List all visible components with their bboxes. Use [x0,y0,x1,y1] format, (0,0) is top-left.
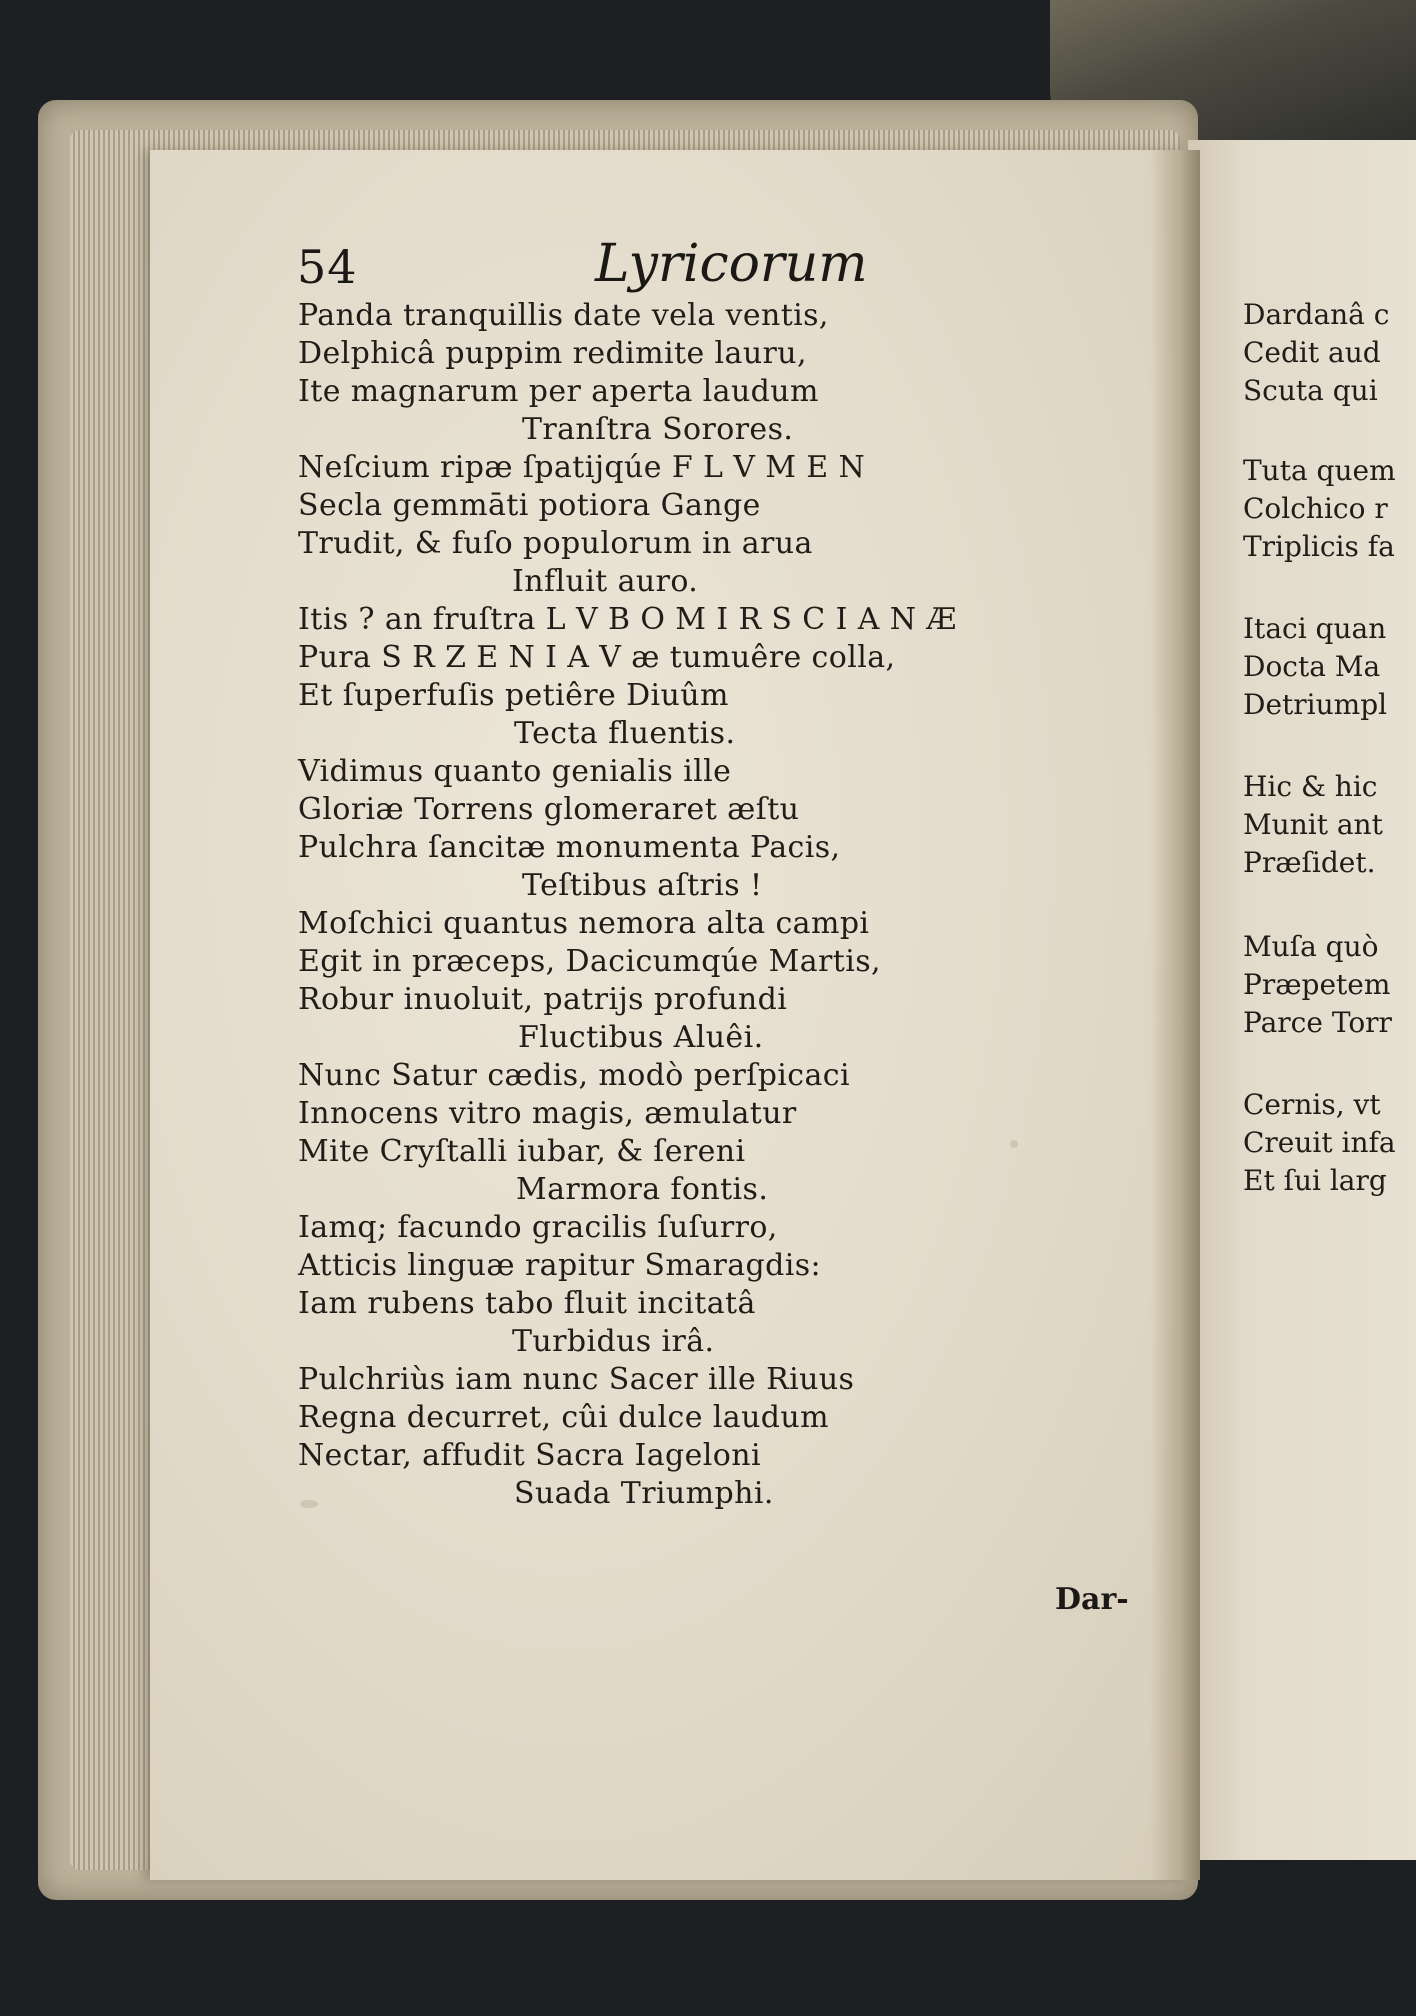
right-page-line: Docta Ma [1243,650,1381,683]
verse-line: Nunc Satur cædis, modò perſpicaci [298,1058,850,1093]
right-page-line: Muſa quò [1243,930,1379,963]
right-page-line: Præpetem [1243,968,1391,1001]
verse-line: Regna decurret, cûi dulce laudum [298,1400,829,1435]
verse-line: Iam rubens tabo fluit incitatâ [298,1286,756,1321]
verse-line: Suada Triumphi. [514,1476,774,1511]
right-page-line: Cernis, vt [1243,1088,1381,1121]
right-page-line: Dardanâ c [1243,298,1390,331]
right-page-line: Detriumpl [1243,688,1388,721]
book-gutter [1150,150,1200,1880]
catchword: Dar- [1055,1582,1129,1617]
verse-line: Ite magnarum per aperta laudum [298,374,819,409]
verse-line: Egit in præceps, Dacicumqúe Martis, [298,944,881,979]
verse-line: Marmora fontis. [516,1172,769,1207]
right-page-line: Colchico r [1243,492,1388,525]
verse-line: Trudit, & fuſo populorum in arua [298,526,813,561]
verse-line: Innocens vitro magis, æmulatur [298,1096,797,1131]
right-page-line: Parce Torr [1243,1006,1392,1039]
verse-line: Neſcium ripæ ſpatijqúe F L V M E N [298,450,866,485]
verse-line: Pura S R Z E N I A V æ tumuêre colla, [298,640,896,675]
right-page-line: Hic & hic [1243,770,1378,803]
right-page-line: Triplicis fa [1243,530,1395,563]
verse-line: Vidimus quanto genialis ille [298,754,732,789]
right-page-line: Scuta qui [1243,374,1378,407]
verse-line: Panda tranquillis date vela ventis, [298,298,829,333]
verse-line: Itis ? an fruſtra L V B O M I R S C I A N Æ [298,602,957,637]
right-page-line: Cedit aud [1243,336,1381,369]
verse-line: Nectar, affudit Sacra Iageloni [298,1438,761,1473]
verse-line: Secla gemmāti potiora Gange [298,488,761,523]
verse-line: Et ſuperfuſis petiêre Diuûm [298,678,729,713]
right-page-line: Creuit infa [1243,1126,1396,1159]
verse-line: Tecta fluentis. [514,716,736,751]
verse-line: Delphicâ puppim redimite lauru, [298,336,807,371]
verse-line: Atticis linguæ rapitur Smaragdis: [298,1248,822,1283]
verse-line: Influit auro. [512,564,699,599]
verse-line: Turbidus irâ. [512,1324,715,1359]
verse-line: Pulchra ſancitæ monumenta Pacis, [298,830,841,865]
right-page-line: Itaci quan [1243,612,1387,645]
right-page-line: Munit ant [1243,808,1383,841]
verse-line: Teſtibus aſtris ! [522,868,763,903]
right-page-line: Tuta quem [1243,454,1396,487]
verse-line: Iamq; facundo gracilis ſuſurro, [298,1210,778,1245]
verse-line: Gloriæ Torrens glomeraret æſtu [298,792,800,827]
verse-line: Tranſtra Sorores. [522,412,794,447]
verse-line: Mite Cryſtalli iubar, & ſereni [298,1134,746,1169]
page-number: 54 [297,240,358,294]
right-page-line: Et ſui larg [1243,1164,1387,1197]
right-page-line: Præſidet. [1243,846,1376,879]
paper-spot [1010,1140,1018,1148]
verse-line: Moſchici quantus nemora alta campi [298,906,870,941]
running-head: Lyricorum [595,234,868,294]
verse-line: Pulchriùs iam nunc Sacer ille Riuus [298,1362,855,1397]
verse-line: Fluctibus Aluêi. [518,1020,764,1055]
verse-line: Robur inuoluit, patrijs profundi [298,982,788,1017]
paper-spot [300,1500,318,1508]
